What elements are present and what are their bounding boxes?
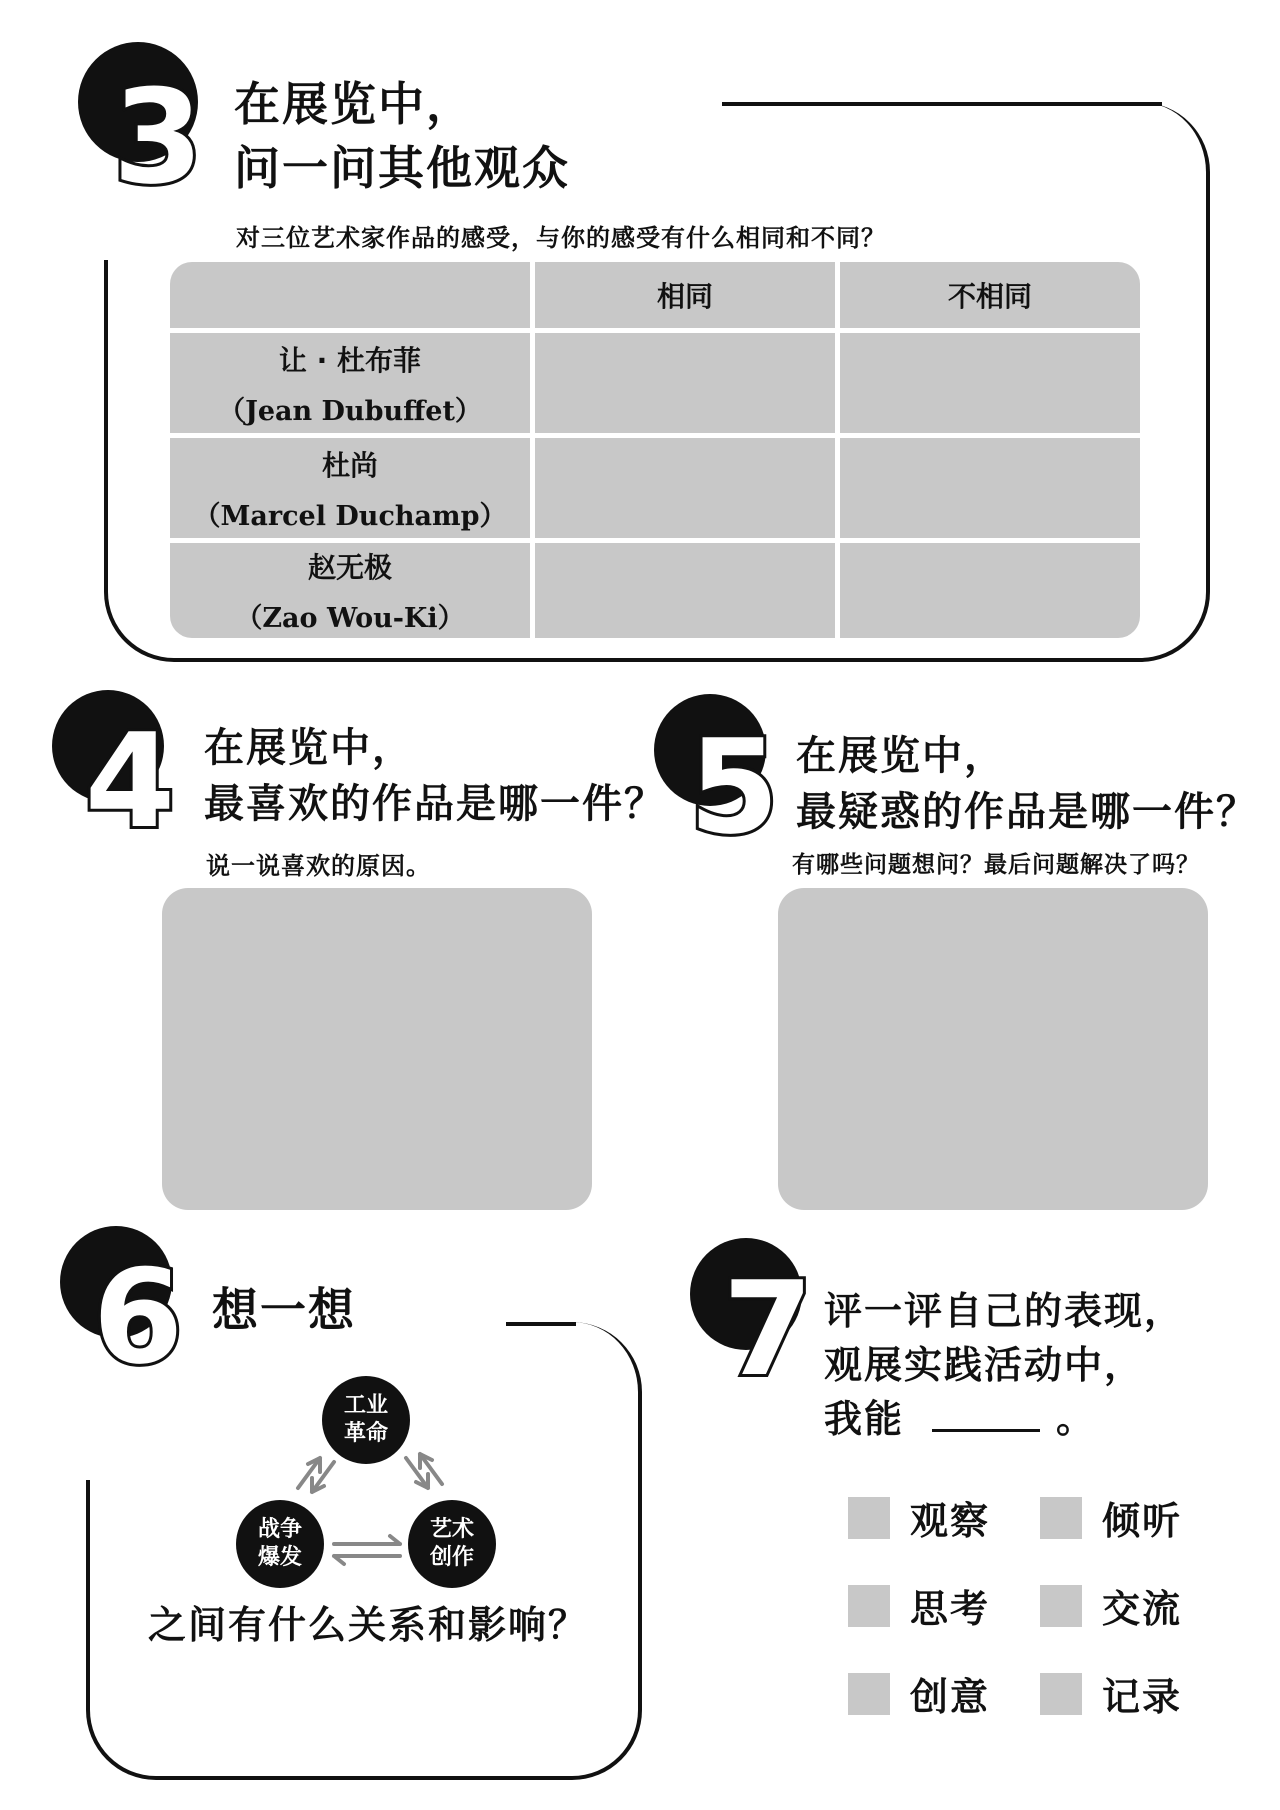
section6-number: 6 <box>92 1241 184 1393</box>
section7-title <box>824 1284 1184 1446</box>
checklist-item[interactable] <box>1040 1578 1182 1633</box>
checklist-label: 观察 <box>910 1499 991 1543</box>
checklist-label: 交流 <box>1102 1587 1183 1631</box>
table-row-artist <box>170 543 530 638</box>
table-cell-different-input[interactable] <box>840 333 1140 433</box>
artist-name-en: （Marcel Duchamp） <box>193 500 507 532</box>
section4-subtitle: 说一说喜欢的原因。 <box>206 852 431 880</box>
section4-title-line2: 最喜欢的作品是哪一件？ <box>204 781 666 827</box>
node-war-outbreak: 战争 爆发 <box>236 1500 324 1588</box>
section4-number: 4 <box>84 705 176 857</box>
section3-title-line2: 问一问其他观众 <box>234 141 570 195</box>
relation-arrows-icon <box>230 1370 530 1610</box>
artist-name-cn: 杜尚 <box>321 448 378 482</box>
section3-subtitle: 对三位艺术家作品的感受，与你的感受有什么相同和不同？ <box>236 224 886 252</box>
section7-title-line2: 观展实践活动中， <box>824 1343 1145 1387</box>
section7-number: 7 <box>722 1253 814 1405</box>
table-cell-same-input[interactable] <box>535 333 835 433</box>
section7-title-line3: 我能 。 <box>824 1392 1184 1446</box>
checklist-item[interactable] <box>1040 1666 1182 1721</box>
artist-name-cn: 赵无极 <box>307 551 392 584</box>
table-header-same: 相同 <box>535 262 835 328</box>
checklist-item[interactable] <box>1040 1490 1182 1545</box>
checklist-label: 倾听 <box>1102 1499 1183 1543</box>
table-header-different: 不相同 <box>840 262 1140 328</box>
node-art-creation: 艺术 创作 <box>408 1500 496 1588</box>
checkbox[interactable] <box>848 1585 890 1627</box>
section5-answer-panel[interactable] <box>778 888 1208 1210</box>
artist-name-cn: 让 · 杜布菲 <box>278 343 422 377</box>
section3-title-line1: 在展览中， <box>234 77 474 131</box>
table-cell-different-input[interactable] <box>840 543 1140 638</box>
artist-name-en: （Zao Wou-Ki） <box>235 603 465 634</box>
table-cell-different-input[interactable] <box>840 438 1140 538</box>
section3-number: 3 <box>112 61 204 213</box>
table-cell-same-input[interactable] <box>535 543 835 638</box>
node-industrial-revolution: 工业 革命 <box>322 1376 410 1464</box>
checkbox[interactable] <box>1040 1497 1082 1539</box>
checklist-label: 记录 <box>1102 1675 1183 1719</box>
checklist-item[interactable] <box>848 1666 990 1721</box>
section3-frame-top <box>722 102 1162 106</box>
checkbox[interactable] <box>848 1497 890 1539</box>
section7-number-badge <box>684 1234 824 1405</box>
table-row-artist <box>170 333 530 433</box>
section4-title <box>204 720 666 832</box>
checklist-label: 思考 <box>910 1587 991 1631</box>
section3-title <box>234 72 570 200</box>
artist-name-en: （Jean Dubuffet） <box>218 395 482 427</box>
checklist-item[interactable] <box>848 1490 990 1545</box>
section5-subtitle: 有哪些问题想问？最后问题解决了吗？ <box>792 852 1200 878</box>
section6-question: 之间有什么关系和影响？ <box>148 1603 589 1647</box>
section5-title-line2: 最疑惑的作品是哪一件？ <box>796 789 1258 835</box>
checkbox[interactable] <box>848 1673 890 1715</box>
table-row-artist <box>170 438 530 538</box>
section6-title: 想一想 <box>212 1283 356 1337</box>
table-header-blank <box>170 262 530 328</box>
checklist-label: 创意 <box>910 1675 991 1719</box>
comparison-table <box>170 262 1140 638</box>
section7-title-line1: 评一评自己的表现， <box>824 1289 1185 1333</box>
section4-number-badge <box>46 684 186 857</box>
section5-number: 5 <box>688 711 780 863</box>
section5-title <box>796 728 1258 840</box>
table-cell-same-input[interactable] <box>535 438 835 538</box>
fill-in-blank[interactable] <box>932 1393 1040 1432</box>
section5-number-badge <box>650 690 790 863</box>
checkbox[interactable] <box>1040 1673 1082 1715</box>
section5-title-line1: 在展览中， <box>796 733 1006 779</box>
section6-number-badge <box>54 1222 194 1393</box>
section4-answer-panel[interactable] <box>162 888 592 1210</box>
section4-title-line1: 在展览中， <box>204 725 414 771</box>
checkbox[interactable] <box>1040 1585 1082 1627</box>
section3-number-badge <box>74 36 214 213</box>
checklist-item[interactable] <box>848 1578 990 1633</box>
section6-frame-top <box>506 1322 576 1326</box>
